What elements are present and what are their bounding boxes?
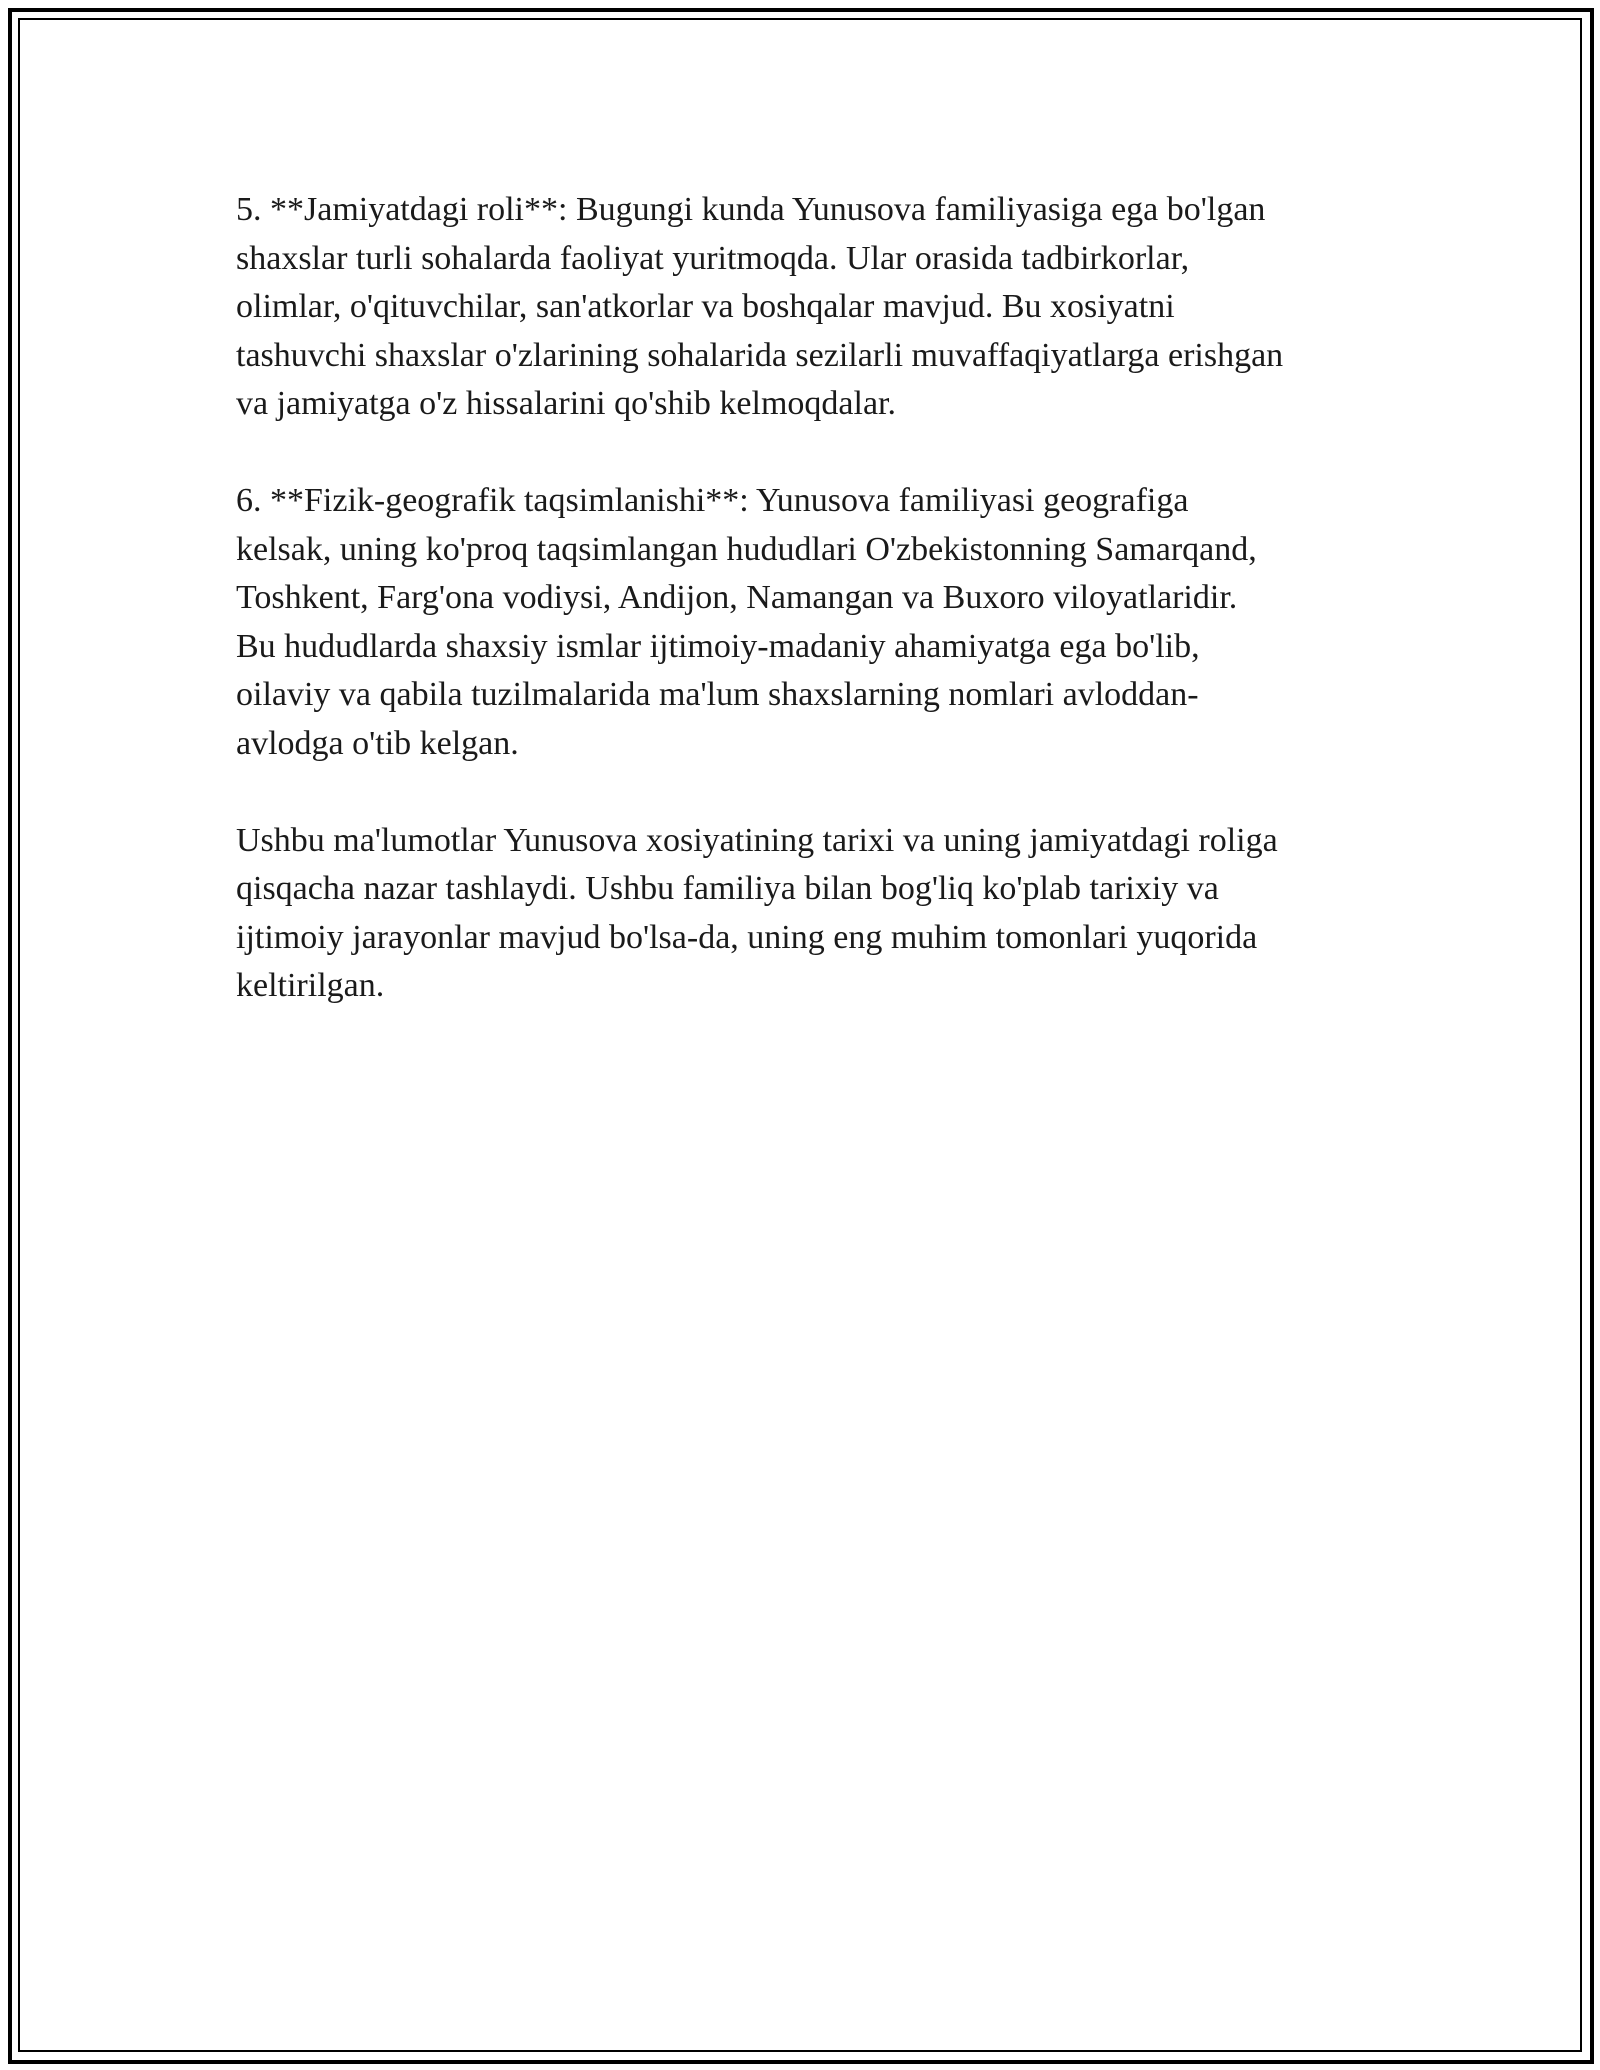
paragraph-fizik-geografik: 6. **Fizik-geografik taqsimlanishi**: Yunusova familiyasi geografiga kelsak, uning ko'proq taqsimlangan hududlari O'zbekistonning Samarqand, Toshkent, Farg'ona vodiysi, Andijon, Namangan va Buxoro viloyatlaridir. Bu hududlarda shaxsiy ismlar ijtimoiy-madaniy ahamiyatga ega bo'lib, oilaviy va qabila tuzilmalarida ma'lum shaxslarning nomlari avloddan- avlodga o'tib kelgan. [236, 482, 1257, 762]
paragraph-jamiyatdagi-roli: 5. **Jamiyatdagi roli**: Bugungi kunda Yunusova familiyasiga ega bo'lgan shaxslar turli sohalarda faoliyat yuritmoqda. Ular orasida tadbirkorlar, olimlar, o'qituvchilar, san'atkorlar va boshqalar mavjud. Bu xosiyatni tashuvchi shaxslar o'zlarining sohalarida sezilarli muvaffaqiyatlarga erishgan va jamiyatga o'z hissalarini qo'shib kelmoqdalar. [236, 191, 1284, 422]
paragraph-conclusion: Ushbu ma'lumotlar Yunusova xosiyatining tarixi va uning jamiyatdagi roliga qisqacha nazar tashlaydi. Ushbu familiya bilan bog'liq ko'plab tarixiy va ijtimoiy jarayonlar mavjud bo'lsa-da, uning eng muhim tomonlari yuqorida keltirilgan. [236, 821, 1278, 1004]
document-body [236, 186, 1386, 1059]
